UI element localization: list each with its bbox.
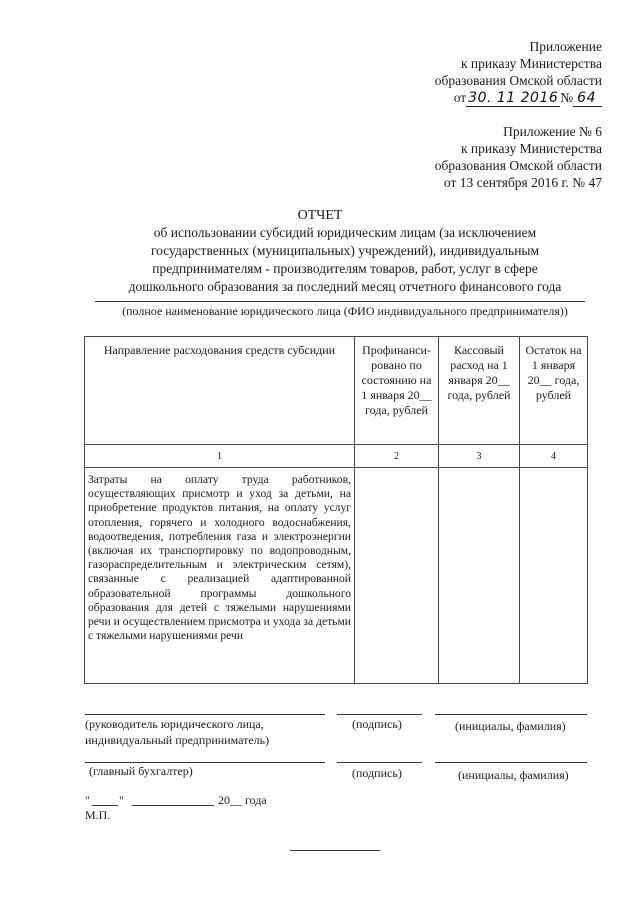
table-row [85,468,588,684]
date-month-field[interactable] [132,805,214,806]
report-subtitle [95,224,595,296]
date-day-field[interactable] [92,805,118,806]
column-number: 3 [439,445,520,468]
head-signature-field[interactable] [337,714,422,715]
appendix-line: образования Омской области [434,73,602,88]
report-table [84,336,588,684]
appendix-line: Приложение [529,39,602,54]
head-caption: (руководитель юридического лица, индивидуальный предприниматель) [85,717,270,747]
expense-direction-cell: Затраты на оплату труда работников, осуществляющих присмотр и уход за детьми, на приобретение продуктов питания, на оплату услуг отопления, горячего и холодного водоснабжения, водоотведения, потребления газа и электроэнергии (включая их транспортировку по водопроводным, газораспределительным и электрическим сетям), связанные с реализацией адаптированной образовательной программы дошкольного образования для детей с тяжелыми нарушениями речи и осуществлением присмотра и ухода за детьми с тяжелыми нарушениями речи [85,468,355,684]
appendix-line: к приказу Министерства [460,56,602,71]
order-number-handwritten: 64 [573,90,602,107]
order-from-label: от [453,90,467,105]
accountant-initials-field[interactable] [435,762,587,763]
date-quote-open: " [85,793,90,807]
table-header-financed: Профинанси-рованo по состоянию на 1 января 20__ года, рублей [355,337,439,445]
head-signature-caption: (подпись) [352,717,402,731]
table-header-row [85,337,588,445]
subtitle-line: предпринимателям - производителям товаров, работ, услуг в сфере [152,261,538,276]
table-header-direction: Направление расходования средств субсидии [85,337,355,445]
order-number-label: № [560,90,574,105]
order-date-handwritten: 30. 11 2016 [468,90,559,106]
subtitle-line: об использовании субсидий юридическим лицам (за исключением [153,225,537,240]
accountant-caption: (главный бухгалтер) [89,764,193,778]
stamp-label: М.П. [85,808,111,822]
head-initials-field[interactable] [435,714,587,715]
date-quote-close: " [119,793,124,807]
column-number: 2 [355,445,439,468]
date-line [85,792,285,808]
appendix-header [302,38,602,107]
column-number: 1 [85,445,355,468]
appendix-6-date: от 13 сентября 2016 г. № 47 [443,175,602,190]
accountant-signature-caption: (подпись) [352,766,402,780]
financed-cell[interactable] [355,468,439,684]
subtitle-line: государственных (муниципальных) учреждений), индивидуальным [150,243,540,258]
head-name-field[interactable] [85,714,325,715]
column-number: 4 [520,445,588,468]
accountant-initials-caption: (инициалы, фамилия) [458,768,569,782]
appendix-6-line: к приказу Министерства [460,141,602,156]
bottom-divider [290,850,380,851]
cash-expense-cell[interactable] [439,468,520,684]
balance-cell[interactable] [520,468,588,684]
subtitle-line: дошкольного образования за последний месяц отчетного финансового года [128,279,562,294]
appendix-6-title: Приложение № 6 [503,124,602,139]
accountant-signature-field[interactable] [337,762,422,763]
order-date-line [302,89,602,107]
entity-name-field[interactable] [95,301,585,302]
date-year-label: 20__ года [218,793,267,807]
report-title: ОТЧЕТ [297,208,343,223]
table-column-numbers-row [85,445,588,468]
appendix-6-header [302,123,602,191]
head-initials-caption: (инициалы, фамилия) [455,719,566,733]
entity-name-caption: (полное наименование юридического лица (ФИО индивидуального предпринимателя)) [122,304,568,318]
table-header-balance: Остаток на 1 января 20__ года, рублей [520,337,588,445]
appendix-6-line: образования Омской области [434,158,602,173]
table-header-cash-expense: Кассовый расход на 1 января 20__ года, рублей [439,337,520,445]
